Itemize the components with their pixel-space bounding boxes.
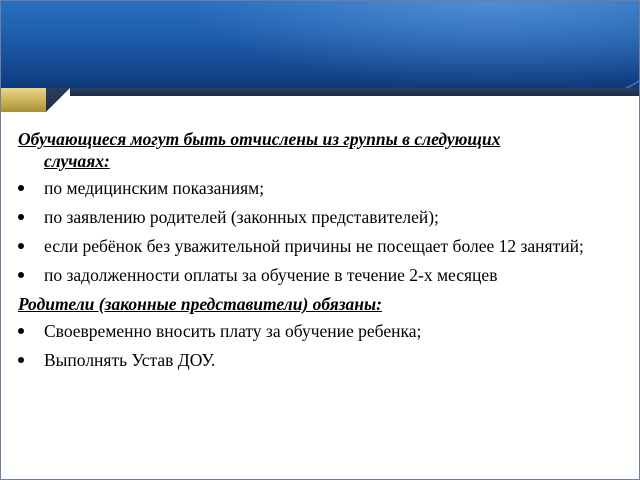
list-item: Своевременно вносить плату за обучение ребенка; xyxy=(18,320,626,342)
stripe-white-area xyxy=(70,96,640,112)
stripe-bevel xyxy=(46,88,70,112)
section2-heading: Родители (законные представители) обязаны: xyxy=(18,294,382,314)
bullet-dot-icon xyxy=(18,185,24,191)
list-item: по заявлению родителей (законных представителей); xyxy=(18,206,626,228)
section1-heading-line1: Обучающиеся могут быть отчислены из группы в следующих xyxy=(18,129,501,149)
bullet-dot-icon xyxy=(18,328,24,334)
list-item: по задолженности оплаты за обучение в течение 2-х месяцев xyxy=(18,264,626,286)
bullet-dot-icon xyxy=(18,357,24,363)
bullet-dot-icon xyxy=(18,214,24,220)
slide-content xyxy=(18,128,626,378)
list-item: если ребёнок без уважительной причины не посещает более 12 занятий; xyxy=(18,235,626,257)
slide-header-band xyxy=(0,0,640,92)
stripe-top-band xyxy=(70,88,640,96)
section1-list xyxy=(18,177,626,286)
bullet-dot-icon xyxy=(18,272,24,278)
section1-heading xyxy=(18,128,626,172)
section1-heading-line2: случаях: xyxy=(44,151,110,171)
list-item: по медицинским показаниям; xyxy=(18,177,626,199)
gold-accent-block xyxy=(0,88,46,112)
header-stripe xyxy=(0,88,640,112)
section2-list xyxy=(18,320,626,371)
bullet-dot-icon xyxy=(18,243,24,249)
list-item: Выполнять Устав ДОУ. xyxy=(18,349,626,371)
